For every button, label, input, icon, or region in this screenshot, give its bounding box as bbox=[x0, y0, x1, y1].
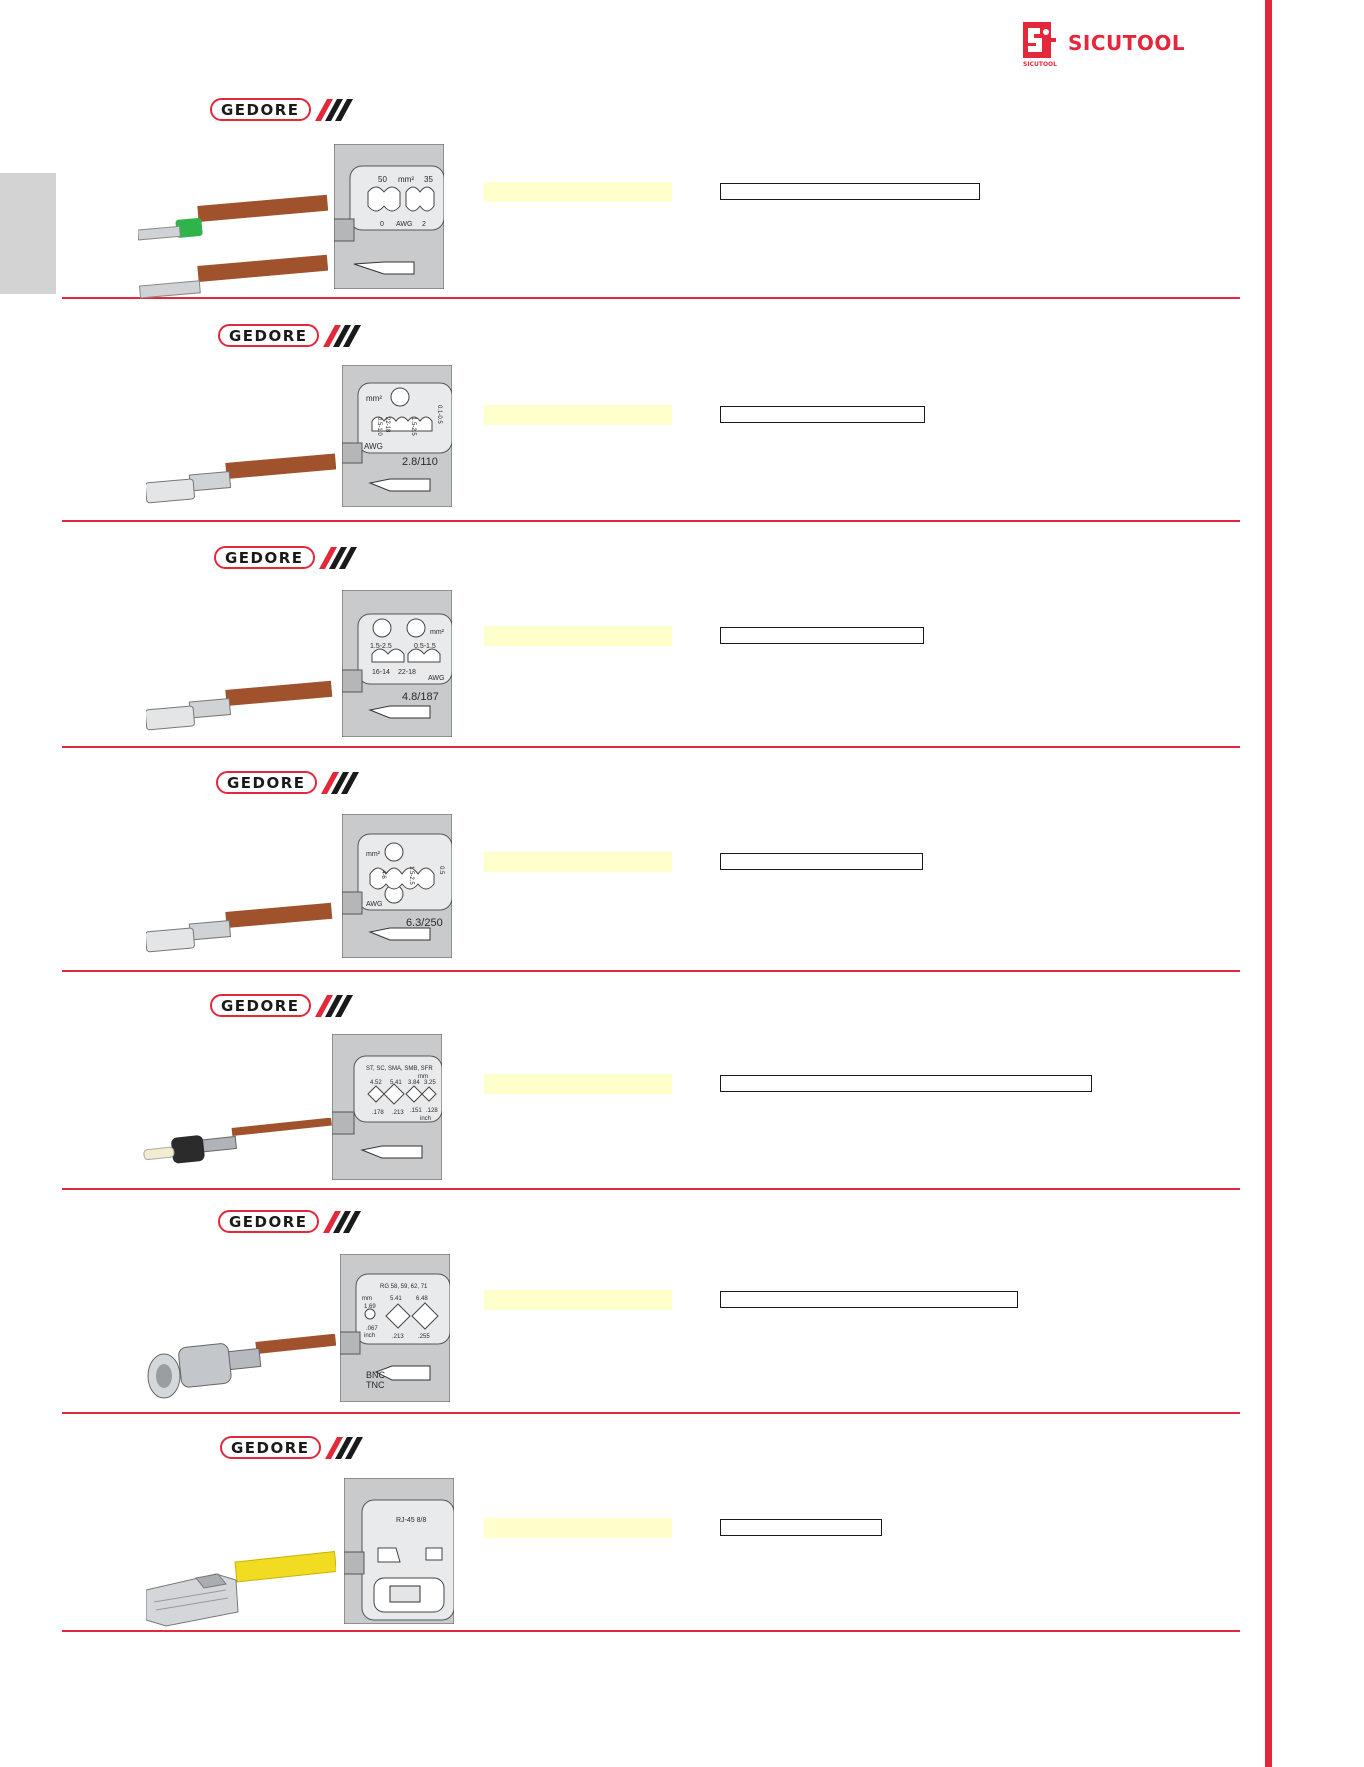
die-label-value-0: 1.69 bbox=[364, 1304, 376, 1310]
gedore-logo bbox=[220, 1436, 363, 1459]
crimp-die-image bbox=[332, 1034, 442, 1180]
die-label-value-1: 4.52 bbox=[370, 1080, 382, 1086]
code-box bbox=[720, 853, 923, 870]
die-label-inch-3: .151 bbox=[410, 1108, 422, 1114]
die-label-bnc: BNC bbox=[366, 1370, 386, 1380]
gedore-stripes-icon bbox=[325, 1437, 363, 1459]
brand-name: SICUTOOL bbox=[1068, 31, 1186, 55]
gedore-logo-text: GEDORE bbox=[216, 771, 317, 794]
code-box bbox=[720, 406, 925, 423]
gedore-logo bbox=[214, 546, 357, 569]
highlight-bar bbox=[484, 852, 672, 872]
die-label-mm2-unit: mm² bbox=[430, 629, 444, 636]
die-label-title: ST, SC, SMA, SMB, SFR bbox=[366, 1066, 433, 1072]
die-label-awg-unit: AWG bbox=[428, 675, 445, 682]
die-label-inch-2: .213 bbox=[392, 1110, 404, 1116]
die-label-range-2: 0.5-1.5 bbox=[414, 643, 436, 650]
gedore-logo bbox=[218, 1210, 361, 1233]
die-label-value-2: 5.41 bbox=[390, 1080, 402, 1086]
gedore-stripes-icon bbox=[315, 995, 353, 1017]
die-label-size-2: 22-18 bbox=[384, 417, 390, 433]
die-label-terminal-size: 6.3/250 bbox=[406, 917, 443, 929]
die-label-size-4: 0.1-0.5 bbox=[436, 405, 442, 424]
die-label-title: RJ-45 8/8 bbox=[396, 1517, 427, 1524]
gedore-logo-text: GEDORE bbox=[218, 324, 319, 347]
product-section-5 bbox=[62, 972, 1240, 1190]
gedore-stripes-icon bbox=[319, 547, 357, 569]
die-label-awg-b: 2 bbox=[422, 221, 426, 228]
highlight-bar bbox=[484, 182, 672, 202]
highlight-bar bbox=[484, 1074, 672, 1094]
chapter-tab bbox=[0, 173, 56, 294]
code-box bbox=[720, 1519, 882, 1536]
die-label-value-4: 3.25 bbox=[424, 1080, 436, 1086]
die-label-terminal-size: 4.8/187 bbox=[402, 691, 439, 703]
die-label-mm2-unit: mm² bbox=[366, 851, 380, 858]
product-section-3 bbox=[62, 522, 1240, 748]
product-section-7 bbox=[62, 1414, 1240, 1632]
code-box bbox=[720, 627, 924, 644]
product-section-6 bbox=[62, 1190, 1240, 1414]
crimp-die-image bbox=[344, 1478, 454, 1624]
die-label-mm: mm bbox=[418, 1074, 428, 1080]
die-label-size-3: 1.5-2.5 bbox=[410, 417, 416, 436]
right-margin-rule bbox=[1265, 0, 1272, 1767]
die-label-inch-1: .213 bbox=[392, 1334, 404, 1340]
die-label-inch-unit: inch bbox=[364, 1333, 376, 1339]
gedore-stripes-icon bbox=[323, 325, 361, 347]
flat-receptacle-cable-image bbox=[146, 898, 336, 968]
die-label-mm2-unit: mm² bbox=[398, 175, 414, 184]
product-section-4 bbox=[62, 748, 1240, 972]
crimp-die-image bbox=[340, 1254, 450, 1402]
highlight-bar bbox=[484, 405, 672, 425]
die-label-inch-1: .178 bbox=[372, 1110, 384, 1116]
flat-receptacle-cable-image bbox=[146, 676, 336, 746]
bnc-connector-cable-image bbox=[146, 1334, 336, 1414]
crimp-die-image bbox=[342, 590, 452, 737]
gedore-logo bbox=[216, 771, 359, 794]
sicutool-logo bbox=[1022, 20, 1185, 68]
gedore-logo bbox=[210, 994, 353, 1017]
code-box bbox=[720, 1075, 1092, 1092]
die-label-mm2-a: 50 bbox=[378, 175, 387, 184]
gedore-logo bbox=[210, 98, 353, 121]
code-box bbox=[720, 1291, 1018, 1308]
flat-receptacle-cable-image bbox=[146, 449, 336, 519]
gedore-logo-text: GEDORE bbox=[214, 546, 315, 569]
die-label-awg-2: 22-18 bbox=[398, 669, 416, 676]
die-label-inch-unit: inch bbox=[420, 1116, 432, 1122]
gedore-logo bbox=[218, 324, 361, 347]
ferrule-cable-image bbox=[138, 194, 328, 304]
sicutool-mark-caption: SICUTOOL bbox=[1023, 61, 1057, 68]
die-label-inch-0: .067 bbox=[366, 1326, 378, 1332]
gedore-logo-text: GEDORE bbox=[218, 1210, 319, 1233]
code-box bbox=[720, 183, 980, 200]
die-label-mm2-b: 35 bbox=[424, 175, 433, 184]
die-label-mm2-unit: mm² bbox=[366, 394, 382, 403]
die-label-terminal-size: 2.8/110 bbox=[402, 456, 438, 468]
gedore-stripes-icon bbox=[323, 1211, 361, 1233]
gedore-logo-text: GEDORE bbox=[210, 98, 311, 121]
rj45-connector-cable-image bbox=[146, 1550, 336, 1630]
gedore-stripes-icon bbox=[321, 772, 359, 794]
crimp-die-image bbox=[334, 144, 444, 289]
sicutool-mark-icon bbox=[1022, 20, 1058, 68]
die-label-awg-unit: AWG bbox=[396, 221, 413, 228]
die-label-size-1: 0.5-1.0 bbox=[376, 417, 382, 436]
gedore-logo-text: GEDORE bbox=[210, 994, 311, 1017]
die-label-range-1: 1.5-2.5 bbox=[370, 643, 392, 650]
die-label-value-2: 6.48 bbox=[416, 1296, 428, 1302]
highlight-bar bbox=[484, 1518, 672, 1538]
die-label-awg-a: 0 bbox=[380, 221, 384, 228]
die-label-tnc: TNC bbox=[366, 1380, 385, 1390]
die-label-value-1: 5.41 bbox=[390, 1296, 402, 1302]
highlight-bar bbox=[484, 1290, 672, 1310]
gedore-stripes-icon bbox=[315, 99, 353, 121]
die-label-awg-unit: AWG bbox=[364, 442, 383, 451]
die-label-value-3: 3.84 bbox=[408, 1080, 420, 1086]
die-label-mm: mm bbox=[362, 1296, 372, 1302]
product-section-2 bbox=[62, 299, 1240, 522]
die-label-inch-4: .128 bbox=[426, 1108, 438, 1114]
fibre-optic-connector-image bbox=[142, 1118, 332, 1188]
die-label-awg-1: 16-14 bbox=[372, 669, 390, 676]
product-section-1 bbox=[62, 72, 1240, 299]
die-label-size-2: 1.5-2.5 bbox=[408, 866, 414, 885]
crimp-die-image bbox=[342, 814, 452, 958]
die-label-size-1: 4-6 bbox=[380, 870, 386, 879]
die-label-awg-unit: AWG bbox=[366, 901, 383, 908]
crimp-die-image bbox=[342, 365, 452, 507]
die-label-title: RG 58, 59, 62, 71 bbox=[380, 1284, 428, 1290]
highlight-bar bbox=[484, 626, 672, 646]
die-label-size-3: 0.5 bbox=[438, 866, 444, 875]
gedore-logo-text: GEDORE bbox=[220, 1436, 321, 1459]
die-label-inch-2: .255 bbox=[418, 1334, 430, 1340]
